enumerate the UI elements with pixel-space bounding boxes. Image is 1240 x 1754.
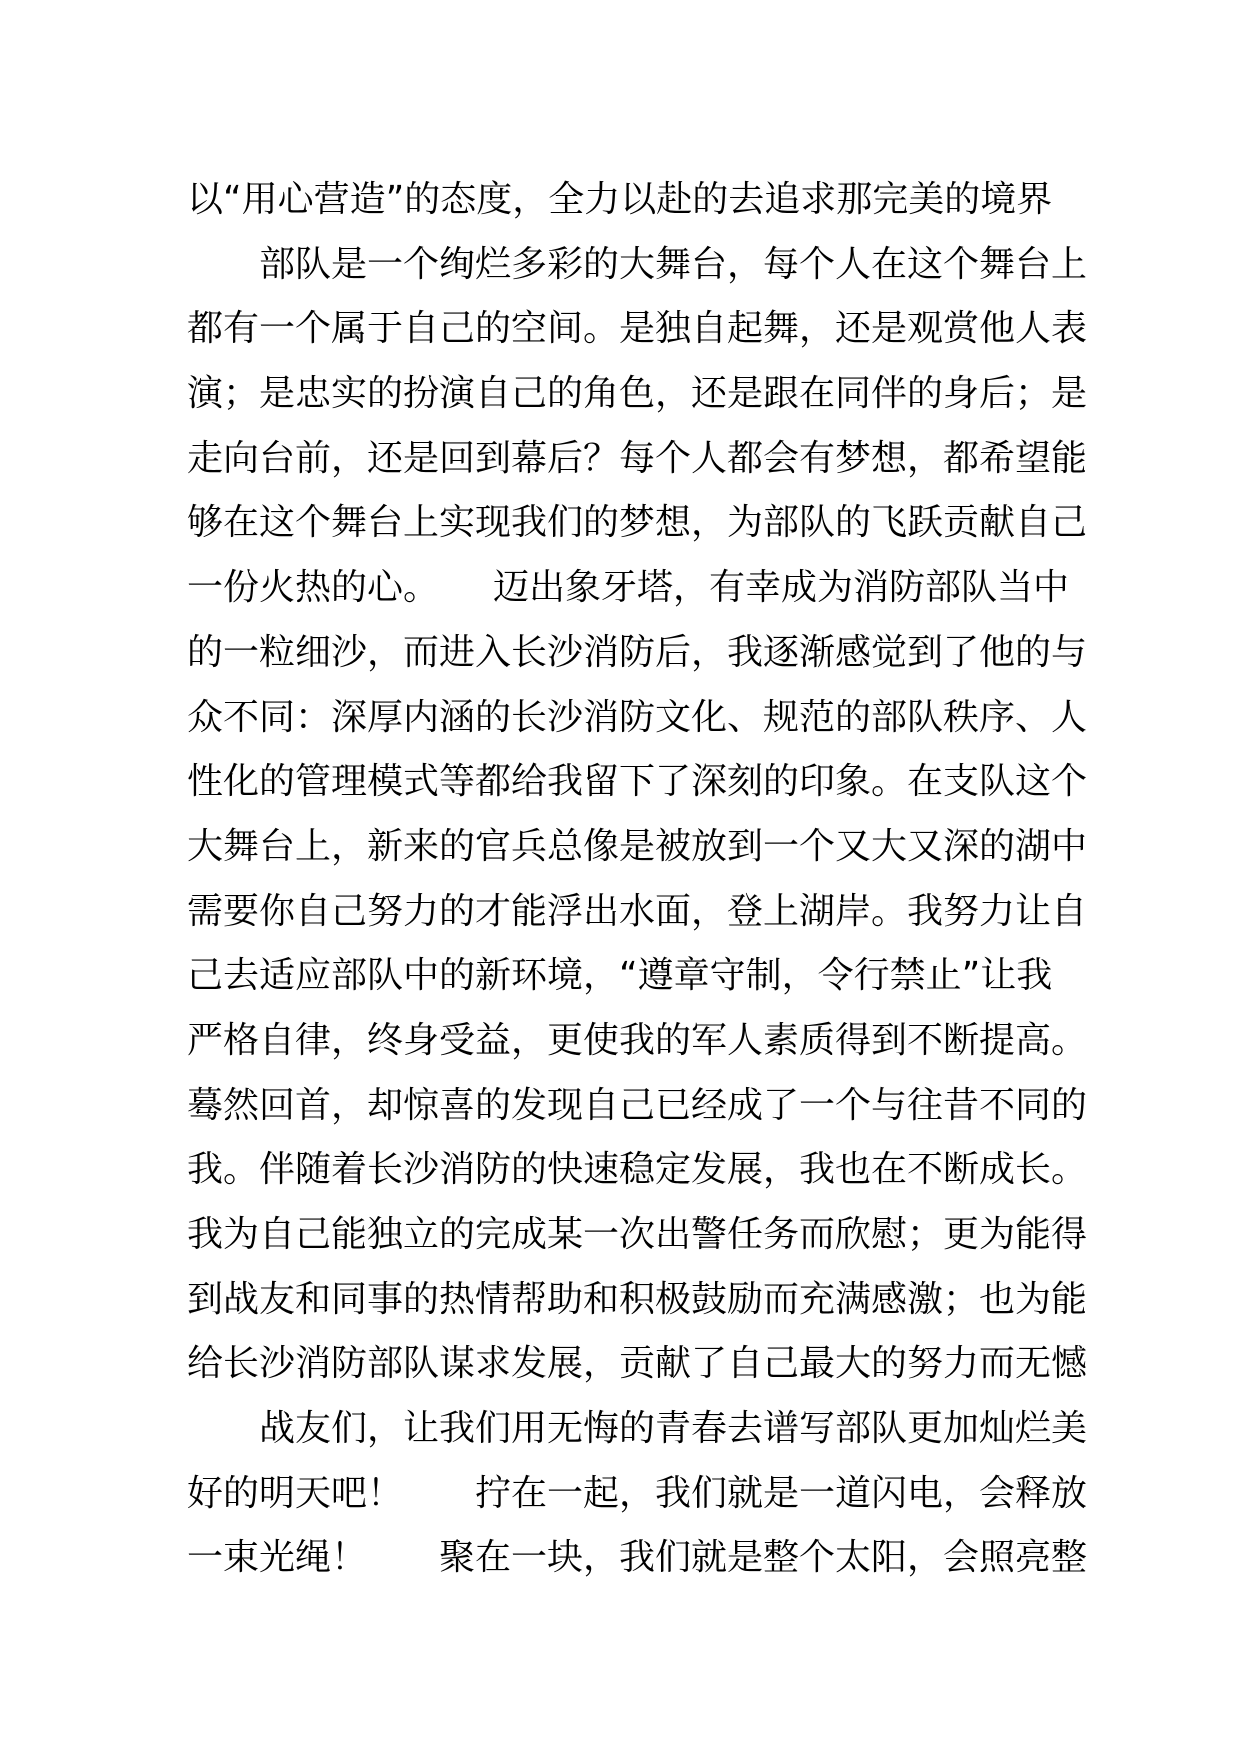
- text-line-7: 一份火热的心。 迈出象牙塔，有幸成为消防部队当中: [187, 567, 1070, 609]
- text-line-18: 到战友和同事的热情帮助和积极鼓励而充满感激；也为能: [187, 1278, 1088, 1320]
- text-line-6: 够在这个舞台上实现我们的梦想，为部队的飞跃贡献自己: [187, 502, 1088, 544]
- text-line-16: 我。伴随着长沙消防的快速稳定发展，我也在不断成长。: [187, 1149, 1088, 1191]
- text-line-1: 以“用心营造”的态度，全力以赴的去追求那完美的境界: [187, 179, 1053, 220]
- text-line-14: 严格自律，终身受益，更使我的军人素质得到不断提高。: [187, 1019, 1088, 1061]
- text-line-9: 众不同：深厚内涵的长沙消防文化、规范的部队秩序、人: [187, 696, 1088, 738]
- text-line-4: 演；是忠实的扮演自己的角色，还是跟在同伴的身后；是: [187, 373, 1088, 415]
- text-line-12: 需要你自己努力的才能浮出水面，登上湖岸。我努力让自: [187, 890, 1088, 932]
- text-line-22: 一束光绳！ 聚在一块，我们就是整个太阳，会照亮整: [187, 1537, 1088, 1579]
- text-line-19: 给长沙消防部队谋求发展，贡献了自己最大的努力而无憾: [187, 1343, 1088, 1385]
- text-line-11: 大舞台上，新来的官兵总像是被放到一个又大又深的湖中: [187, 825, 1088, 867]
- text-line-8: 的一粒细沙，而进入长沙消防后，我逐渐感觉到了他的与: [187, 631, 1088, 673]
- text-line-21: 好的明天吧！ 拧在一起，我们就是一道闪电，会释放: [187, 1472, 1088, 1514]
- text-line-5: 走向台前，还是回到幕后？每个人都会有梦想，都希望能: [187, 437, 1088, 479]
- text-line-3: 都有一个属于自己的空间。是独自起舞，还是观赏他人表: [187, 308, 1088, 350]
- text-line-17: 我为自己能独立的完成某一次出警任务而欣慰；更为能得: [187, 1214, 1088, 1255]
- text-line-2: 部队是一个绚烂多彩的大舞台，每个人在这个舞台上: [187, 243, 1088, 285]
- text-line-10: 性化的管理模式等都给我留下了深刻的印象。在支队这个: [187, 761, 1088, 803]
- text-line-15: 蓦然回首，却惊喜的发现自己已经成了一个与往昔不同的: [187, 1084, 1088, 1126]
- text-line-20: 战友们，让我们用无悔的青春去谱写部队更加灿烂美: [187, 1408, 1088, 1450]
- body-text: [187, 168, 1088, 1591]
- text-line-13: 己去适应部队中的新环境，“遵章守制，令行禁止”让我: [187, 955, 1053, 997]
